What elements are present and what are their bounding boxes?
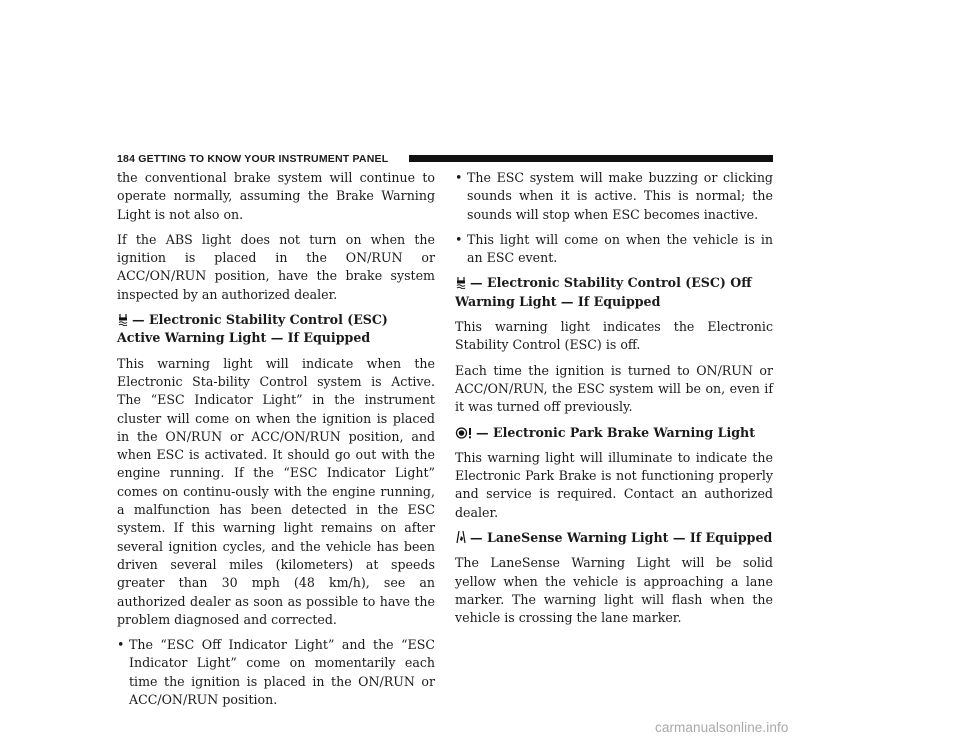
lanesense-icon [455, 530, 467, 544]
list-item [117, 636, 435, 709]
paragraph: the conventional brake system will continue to operate normally, assuming the Brake Warning Light is not also on. [117, 170, 435, 222]
page-header [117, 152, 773, 166]
paragraph: This warning light indicates the Electronic Stability Control (ESC) is off. [455, 319, 773, 353]
section-heading-park-brake [455, 424, 773, 442]
bullet-marker: • [117, 637, 125, 653]
list-item-text: The “ESC Off Indicator Light” and the “ESC Indicator Light” come on momentarily each time the ignition is placed in the ON/RUN or ACC/ON/RUN position. [129, 637, 435, 708]
page-header-title: 184 GETTING TO KNOW YOUR INSTRUMENT PANEL [117, 153, 389, 165]
section-heading-text: — LaneSense Warning Light — If Equipped [470, 530, 773, 546]
section-heading-text: — Electronic Stability Control (ESC) Active Warning Light — If Equipped [117, 312, 388, 346]
section-heading-text: — Electronic Stability Control (ESC) Off Warning Light — If Equipped [455, 275, 752, 309]
paragraph: If the ABS light does not turn on when the ignition is placed in the ON/RUN or ACC/ON/RUN position, have the brake system inspected by an authorized dealer. [117, 231, 435, 302]
section-heading-lanesense [455, 529, 773, 547]
paragraph: The LaneSense Warning Light will be solid yellow when the vehicle is approaching a lane marker. The warning light will flash when the vehicle is crossing the lane marker. [455, 555, 773, 626]
paragraph: Each time the ignition is turned to ON/RUN or ACC/ON/RUN, the ESC system will be on, even if it was turned off previously. [455, 362, 773, 415]
header-rule [409, 155, 773, 162]
section-heading-esc-off [455, 274, 773, 311]
paragraph: This warning light will indicate when the Electronic Sta-bility Control system is Active. The “ESC Indicator Light” in the instrument cluster will come on when the ignition is placed in the ON/RUN or ACC/ON/RUN position, and when ESC is activated. It should go out with the engine running. If the “ESC Indicator Light” comes on continu-ously with the engine running, a malfunction has been detected in the ESC system. If this warning light remains on after several ignition cycles, and the vehicle has been driven several miles (kilometers) at speeds greater than 30 mph (48 km/h), see an authorized dealer as soon as possible to have the problem diagnosed and corrected. [117, 355, 435, 627]
watermark: carmanualsonline.info [655, 720, 789, 735]
esc-active-icon [117, 313, 129, 326]
left-column [117, 169, 435, 716]
paragraph: This warning light will illuminate to indicate the Electronic Park Brake is not functioning properly and service is required. Contact an authorized dealer. [455, 449, 773, 520]
right-column [455, 169, 773, 635]
park-brake-icon [455, 427, 473, 439]
esc-off-icon [455, 276, 467, 289]
list-item-text: The ESC system will make buzzing or clicking sounds when it is active. This is normal; the sounds will stop when ESC becomes inactive. [467, 170, 773, 222]
section-heading-text: — Electronic Park Brake Warning Light [476, 424, 756, 440]
list-item [455, 231, 773, 268]
list-item [455, 169, 773, 224]
bullet-marker: • [455, 231, 463, 247]
bullet-marker: • [455, 170, 463, 185]
list-item-text: This light will come on when the vehicle is in an ESC event. [467, 231, 773, 266]
section-heading-esc-active [117, 311, 435, 348]
